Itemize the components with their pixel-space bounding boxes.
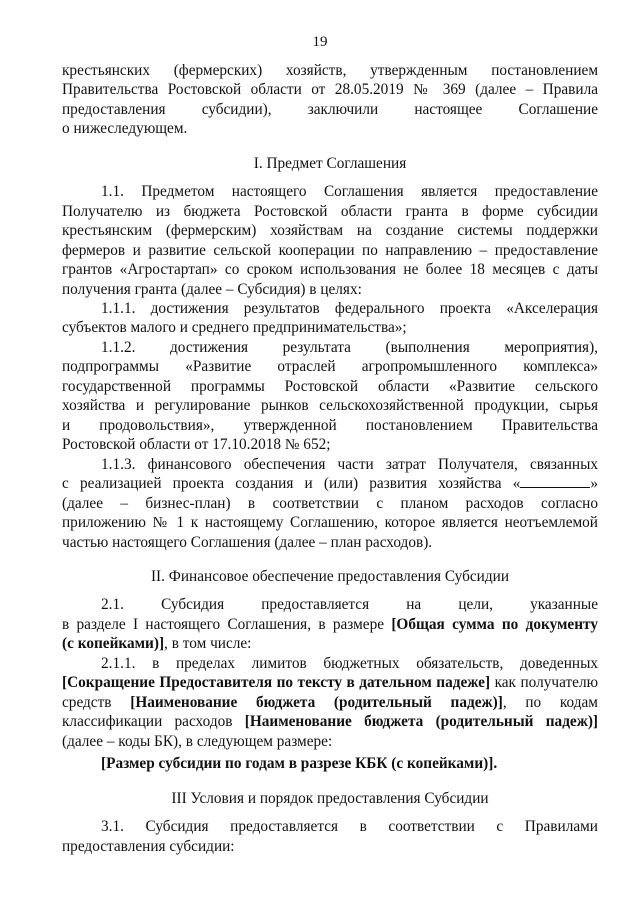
p211-line-4 xyxy=(62,712,598,731)
p111-line-1: 1.1.1. достижения результатов федерального проекта «Акселерация xyxy=(101,300,598,317)
intro-line-2: Правительства Ростовской области от 28.05.2019 № 369 (далее – Правила xyxy=(62,81,598,98)
p11-line-5: грантов «Агростартап» со сроком использования не более 18 месяцев с даты xyxy=(62,261,598,278)
p11-line-6: получения гранта (далее – Субсидия) в целях: xyxy=(62,281,362,298)
p211-line-5: (далее – коды БК), в следующем размере: xyxy=(62,733,333,750)
p21-line-3-text: , в том числе: xyxy=(164,635,252,652)
p112-line-2: подпрограммы «Развитие отраслей агропромышленного комплекса» xyxy=(62,358,598,375)
p111-line-2: субъектов малого и среднего предпринимательства»; xyxy=(62,319,407,336)
p11-line-3: крестьянским (фермерским) хозяйствам на создание системы поддержки xyxy=(62,222,598,239)
p211-line-3 xyxy=(62,693,598,712)
p211-line-4-text: классификации расходов xyxy=(62,713,245,730)
p112-line-5: и продовольствия», утвержденной постановлением Правительства xyxy=(62,417,598,434)
p113-line-4: приложению № 1 к настоящему Соглашению, которое является неотъемлемой xyxy=(62,514,598,531)
page-number: 19 xyxy=(312,34,328,50)
subsidy-by-year-placeholder: [Размер субсидии по годам в разрезе КБК (с копейками)]. xyxy=(101,755,498,772)
p11-line-4: фермеров и развитие сельской кооперации по направлению – предоставление xyxy=(62,242,598,259)
total-amount-placeholder: [Общая сумма по документу xyxy=(391,616,598,633)
intro-line-4: о нижеследующем. xyxy=(62,120,188,137)
section-1-title: I. Предмет Соглашения xyxy=(253,155,407,172)
p113-line-2-close-quote: » xyxy=(590,475,598,492)
section-3-title: III Условия и порядок предоставления Субсидии xyxy=(171,790,489,807)
p21-line-1: 2.1. Субсидия предоставляется на цели, указанные xyxy=(101,596,598,613)
p112-line-1: 1.1.2. достижения результата (выполнения мероприятия), xyxy=(101,339,598,356)
budget-name-placeholder-2: [Наименование бюджета (родительный падеж)] xyxy=(244,713,599,730)
intro-line-3: предоставления субсидии), заключили настоящее Соглашение xyxy=(62,101,598,118)
project-name-blank xyxy=(520,475,590,488)
budget-name-placeholder-1: [Наименование бюджета (родительный падеж)] xyxy=(130,694,503,711)
section-2-title: II. Финансовое обеспечение предоставления Субсидии xyxy=(150,568,510,585)
total-amount-placeholder-cont: (с копейками)] xyxy=(62,635,165,652)
p21-line-3 xyxy=(62,634,598,653)
p113-line-1: 1.1.3. финансового обеспечения части затрат Получателя, связанных xyxy=(101,456,598,473)
p211-line-3-text-c: , по кодам xyxy=(502,694,598,711)
p211-line-2 xyxy=(62,673,598,692)
p11-line-1: 1.1. Предметом настоящего Соглашения является предоставление xyxy=(101,183,598,200)
p112-line-4: хозяйства и регулирование рынков сельскохозяйственной продукции, сырья xyxy=(62,397,598,414)
p21-line-2 xyxy=(62,615,598,634)
p211-line-1: 2.1.1. в пределах лимитов бюджетных обязательств, доведенных xyxy=(101,655,598,672)
p112-line-3: государственной программы Ростовской области «Развитие сельского xyxy=(62,378,598,395)
p211-line-2-text: как получателю xyxy=(490,674,599,691)
p211-line-3-text-a: средств xyxy=(62,694,131,711)
p113-line-3: (далее – бизнес-план) в соответствии с планом расходов согласно xyxy=(62,495,598,512)
p113-line-2-text: с реализацией проекта создания и (или) развития хозяйства « xyxy=(62,475,521,492)
p113-line-2 xyxy=(62,474,598,493)
intro-line-1: крестьянских (фермерских) хозяйств, утвержденным постановлением xyxy=(62,62,598,79)
p113-line-5: частью настоящего Соглашения (далее – план расходов). xyxy=(62,534,433,551)
p21-line-2-text: в разделе I настоящего Соглашения, в размере xyxy=(62,616,392,633)
p112-line-6: Ростовской области от 17.10.2018 № 652; xyxy=(62,436,331,453)
grantor-placeholder: [Сокращение Предоставителя по тексту в дательном падеже] xyxy=(62,674,491,691)
p11-line-2: Получателю из бюджета Ростовской области гранта в форме субсидии xyxy=(62,203,598,220)
p31-line-2: предоставления субсидии: xyxy=(62,838,235,855)
p31-line-1: 3.1. Субсидия предоставляется в соответствии с Правилами xyxy=(101,818,598,835)
